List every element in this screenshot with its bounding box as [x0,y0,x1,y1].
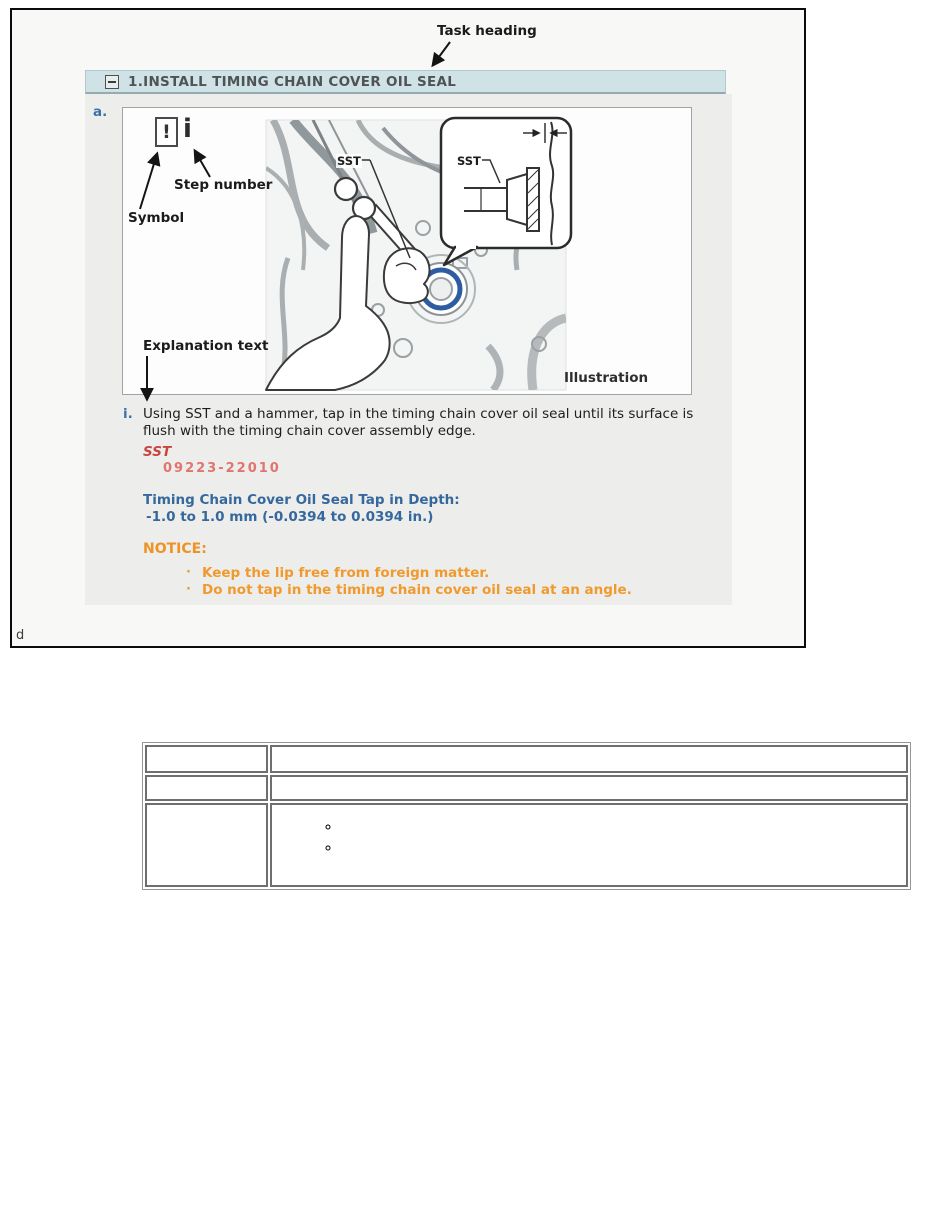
notice-item: Do not tap in the timing chain cover oil seal at an angle. [202,582,632,598]
substep-marker: i. [123,406,133,422]
table-cell [270,775,908,801]
notice-item: Keep the lip free from foreign matter. [202,565,490,581]
illustration-annotation: Illustration [564,370,649,386]
task-heading-annotation: Task heading [437,23,537,39]
list-item [340,840,904,853]
table-row [145,803,908,887]
task-heading-bar[interactable] [85,70,726,94]
table-cell [145,775,268,801]
sst-heading: SST [143,444,172,460]
caution-symbol-icon: ! [155,117,178,147]
table-cell [270,803,908,887]
explanation-text-annotation: Explanation text [143,338,269,354]
table-row [145,775,908,801]
symbol-annotation: Symbol [128,210,185,226]
list-item [340,819,904,832]
sst-label-main: SST [337,154,361,168]
illustration-panel [122,107,692,395]
table-cell [145,745,268,773]
table-cell [145,803,268,887]
empty-bullet-list [274,819,904,853]
notice-bullet-dot: · [186,582,191,597]
sst-number: 09223-22010 [163,461,281,476]
substep-text: Using SST and a hammer, tap in the timing chain cover oil seal until its surface is flush with the timing chain cover assembly edge. [143,406,694,439]
spec-value: -1.0 to 1.0 mm (-0.0394 to 0.0394 in.) [146,509,434,525]
step-letter: a. [93,104,108,120]
bottom-table [142,742,911,890]
sst-label-inset: SST [457,154,481,168]
spec-title: Timing Chain Cover Oil Seal Tap in Depth: [143,492,460,508]
notice-heading: NOTICE: [143,541,207,557]
step-number-annotation: Step number [174,177,273,193]
step-number-glyph: i [183,114,192,144]
minus-glyph [108,81,116,83]
task-title: 1.INSTALL TIMING CHAIN COVER OIL SEAL [128,73,457,90]
collapse-icon[interactable] [105,75,119,89]
footer-char: d [16,628,25,643]
table-cell [270,745,908,773]
notice-bullet-dot: · [186,565,191,580]
table-row [145,745,908,773]
callout-balloon [441,118,571,265]
